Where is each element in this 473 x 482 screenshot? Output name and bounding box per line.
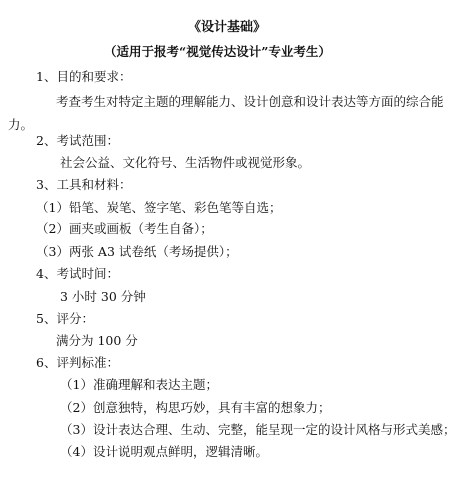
section-3-heading: 3、工具和材料： [36,177,132,192]
section-2-line-1: 社会公益、文化符号、生活物件或视觉形象。 [60,155,311,170]
section-6-line-4: （4）设计说明观点鲜明，逻辑清晰。 [60,444,268,459]
section-1-line-2: 力。 [8,117,34,132]
section-3-line-2: （2）画夹或画板（考生自备）； [36,221,213,236]
section-3-line-1: （1）铅笔、炭笔、签字笔、彩色笔等自选； [36,200,282,215]
section-3-line-3: （3）两张 A3 试卷纸（考场提供）； [36,244,238,259]
section-5-heading: 5、评分： [36,311,94,326]
section-4-line-1: 3 小时 30 分钟 [60,289,146,304]
section-1-line-1: 考查考生对特定主题的理解能力、设计创意和设计表达等方面的综合能 [56,94,444,109]
section-1-heading: 1、目的和要求： [36,69,132,84]
section-5-line-1: 满分为 100 分 [56,333,138,348]
section-6-line-1: （1）准确理解和表达主题； [60,377,218,392]
section-6-heading: 6、评判标准： [36,355,119,370]
section-4-heading: 4、考试时间： [36,266,119,281]
document-title: 《设计基础》 [188,20,267,35]
section-6-line-2: （2）创意独特，构思巧妙，具有丰富的想象力； [60,400,331,415]
document-subtitle: （适用于报考“视觉传达设计”专业考生） [104,44,331,59]
section-6-line-3: （3）设计表达合理、生动、完整，能呈现一定的设计风格与形式美感； [60,422,456,437]
section-2-heading: 2、考试范围： [36,133,119,148]
